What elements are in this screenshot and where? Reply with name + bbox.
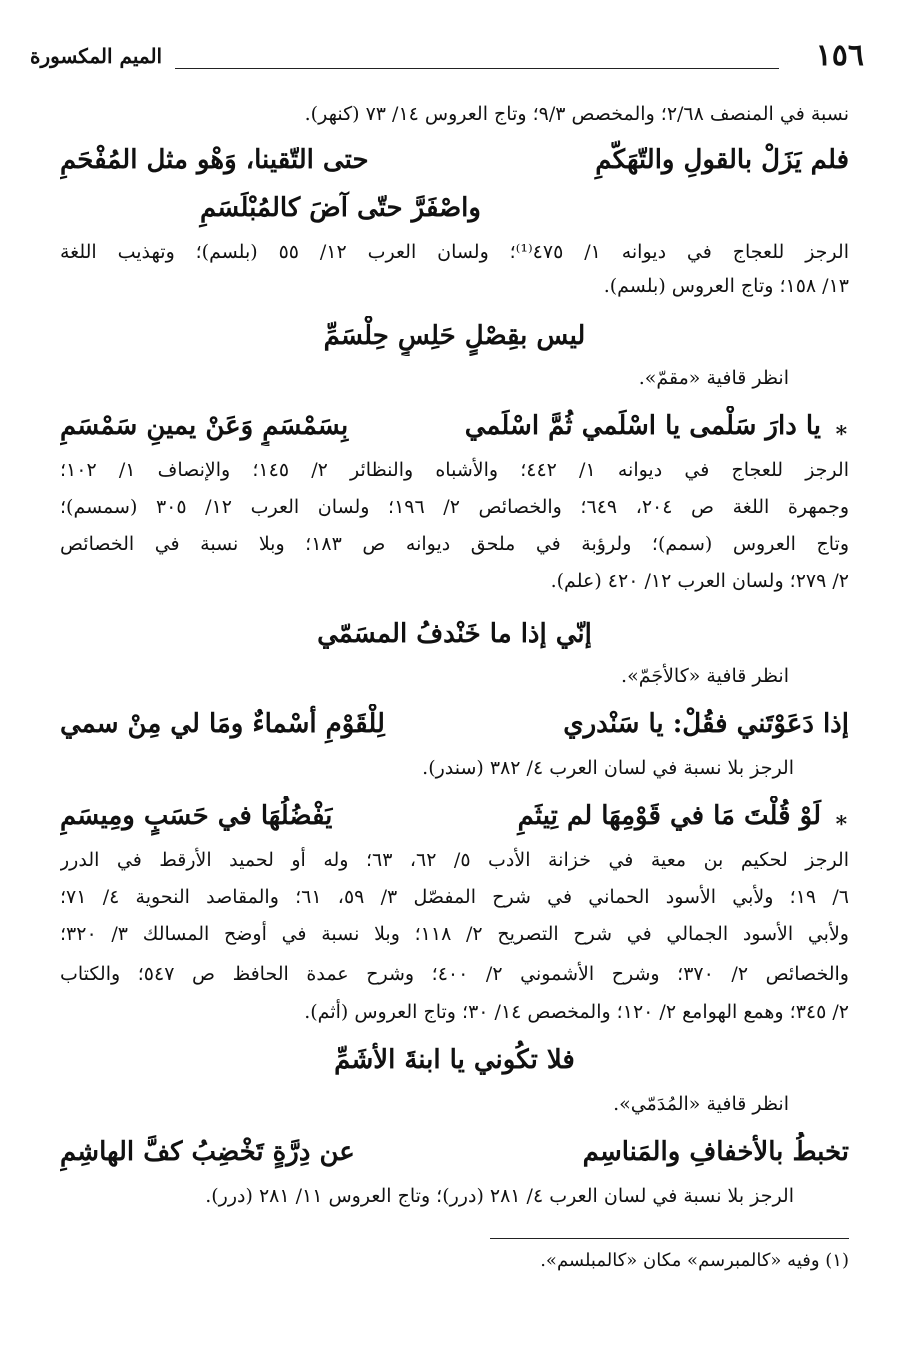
citation-line: الرجز للعجاج في ديوانه ١/ ٤٧٥⁽¹⁾؛ ولسان العرب ١٢/ ٥٥ (بلسم)؛ وتهذيب اللغة [60,241,849,263]
citation-line: الرجز بلا نسبة في لسان العرب ٤/ ٣٨٢ (سندر). [422,757,794,779]
page-number: ١٥٦ [815,38,864,73]
verse-continuation [60,188,849,228]
citation-line: ٢/ ٣٤٥؛ وهمع الهوامع ٢/ ١٢٠؛ والمخصص ١٤/ ٣٠؛ وتاج العروس (أثم). [304,1001,849,1023]
verse-second-hemistich: عن دِرَّةٍ تَخْضِبُ كفَّ الهاشِمِ [60,1137,355,1167]
verse-second-hemistich: بِسَمْسَمٍ وَعَنْ يمينِ سَمْسَمِ [60,411,349,441]
verse-centered: فلا تكُوني يا ابنةَ الأشَمِّ [334,1045,575,1075]
citation-line: والخصائص ٢/ ٣٧٠؛ وشرح الأشموني ٢/ ٤٠٠؛ وشرح عمدة الحافظ ص ٥٤٧؛ والكتاب [60,963,849,985]
cross-reference: انظر قافية «مقمّ». [638,367,789,389]
citation-line: وجمهرة اللغة ص ٢٠٤، ٦٤٩؛ والخصائص ٢/ ١٩٦؛ ولسان العرب ١٢/ ٣٠٥ (سمسم)؛ [60,496,849,518]
cross-reference: انظر قافية «المُدَمّي». [613,1093,789,1115]
header-rule [175,68,779,69]
citation-line: ٦/ ١٩؛ ولأبي الأسود الحماني في شرح المفصّل ٣/ ٥٩، ٦١؛ والمقاصد النحوية ٤/ ٧١؛ [60,886,849,908]
verse-line: واصْفَرَّ حتّى آضَ كالمُبْلَسَمِ [200,193,481,223]
running-title: الميم المكسورة [30,44,163,68]
verse-first-hemistich: إذا دَعَوْتَني فقُلْ: يا سَنْدري [563,709,849,739]
star-marker: ∗ [833,807,849,833]
verse-first-hemistich: فلم يَزَلْ بالقولِ والتّهَكّمِ [595,145,849,175]
verse-centered: إنّي إذا ما خَنْدفُ المسَمّي [317,619,592,649]
verse-second-hemistich: يَفْضُلُهَا في حَسَبٍ ومِيسَمِ [60,801,333,831]
citation-line: الرجز للعجاج في ديوانه ١/ ٤٤٢؛ والأشباه والنظائر ٢/ ١٤٥؛ والإنصاف ١/ ١٠٢؛ [60,459,849,481]
cross-reference: انظر قافية «كالأجَمّ». [621,665,789,687]
citation-line: نسبة في المنصف ٢/٦٨؛ والمخصص ٩/٣؛ وتاج العروس ١٤/ ٧٣ (كنهر). [304,103,849,125]
verse [60,140,849,180]
citation-line: ٢/ ٢٧٩؛ ولسان العرب ١٢/ ٤٢٠ (علم). [550,570,849,592]
star-marker: ∗ [833,417,849,443]
verse-starred [60,406,849,446]
citation-line: وتاج العروس (سمم)؛ ولرؤبة في ملحق ديوانه ص ١٨٣؛ وبلا نسبة في الخصائص [60,533,849,555]
verse-starred [60,796,849,836]
verse [60,704,849,744]
verse-first-hemistich: لَوْ قُلْتَ مَا في قَوْمِهَا لم تِيثَمِ [517,801,821,831]
citation-line: ١٣/ ١٥٨؛ وتاج العروس (بلسم). [603,275,849,297]
footnote: (١) وفيه «كالمبرسم» مكان «كالمبلسم». [540,1250,849,1271]
citation-line: ولأبي الأسود الجمالي في شرح التصريح ٢/ ١١٨؛ وبلا نسبة في أوضح المسالك ٣/ ٣٢٠؛ [60,923,849,945]
verse-first-hemistich: تخبطُ بالأخفافِ والمَناسِم [582,1137,849,1167]
verse-centered: ليس بقِصْلٍ حَلِسٍ حِلْسَمِّ [323,321,586,351]
verse-first-hemistich: يا دارَ سَلْمى يا اسْلَمي ثُمَّ اسْلَمي [464,411,821,441]
page-header [30,38,864,74]
citation-line: الرجز بلا نسبة في لسان العرب ٤/ ٢٨١ (درر)؛ وتاج العروس ١١/ ٢٨١ (درر). [205,1185,794,1207]
citation-line: الرجز لحكيم بن معية في خزانة الأدب ٥/ ٦٢، ٦٣؛ وله أو لحميد الأرقط في الدرر [60,849,849,871]
verse-second-hemistich: حتى التّقينا، وَهْو مثل المُفْحَمِ [60,145,369,175]
verse-second-hemistich: لِلْقَوْمِ أسْماءٌ ومَا لي مِنْ سمي [60,709,385,739]
footnote-rule [490,1238,849,1239]
verse [60,1132,849,1172]
